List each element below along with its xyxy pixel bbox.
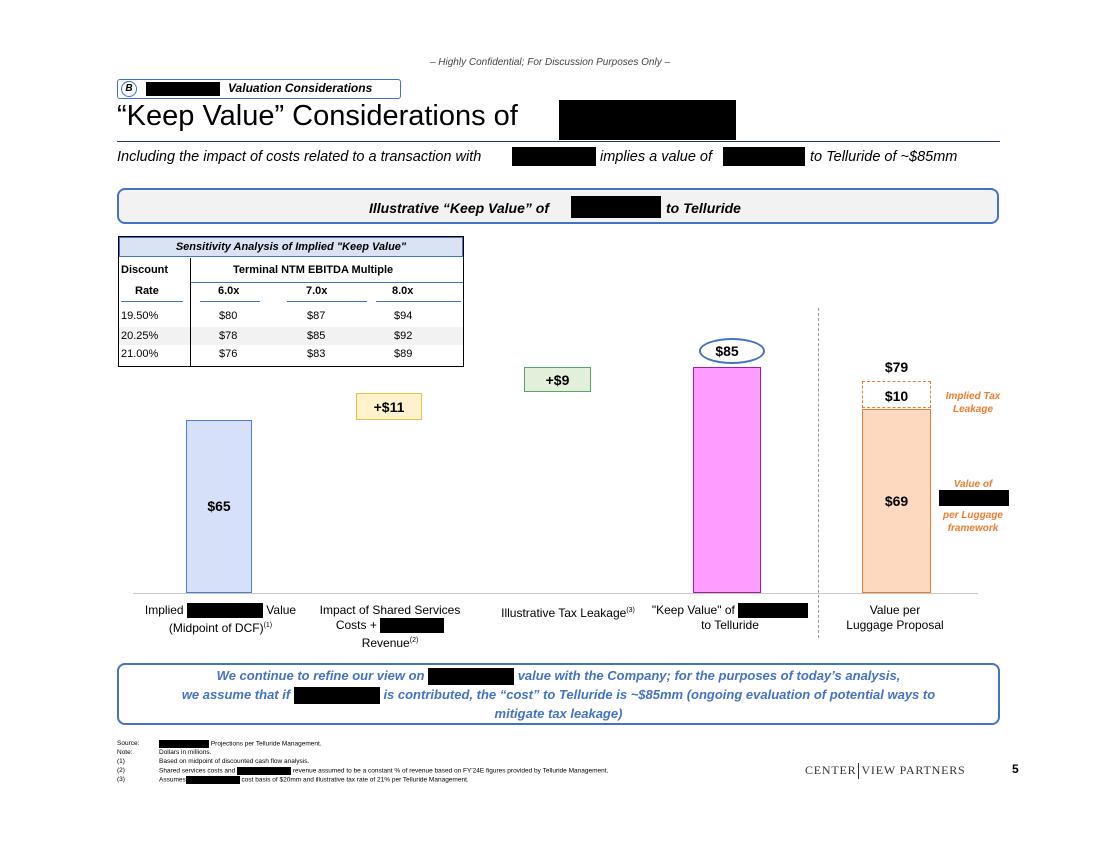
section-label: Valuation Considerations [228, 81, 373, 95]
footnote [117, 776, 797, 785]
redaction-box [723, 147, 805, 166]
logo-text: CENTER [805, 763, 857, 777]
callout-text: we assume that if [181, 687, 291, 702]
table-cell: $89 [394, 348, 413, 360]
footnote [117, 740, 797, 749]
redaction-box [428, 668, 514, 685]
table-divider [191, 282, 463, 283]
column-group-header: Terminal NTM EBITDA Multiple [233, 264, 394, 276]
x-label-text: to Telluride [701, 618, 759, 633]
footnote [117, 767, 797, 776]
footnote-key: (2) [117, 766, 125, 774]
redaction-box [186, 776, 240, 784]
redaction-box [187, 603, 263, 618]
x-label-keep-value [640, 603, 820, 633]
redaction-box [159, 740, 209, 748]
label-tax-leakage: +$9 [545, 372, 570, 388]
redaction-box [738, 603, 808, 618]
table-divider [190, 258, 191, 366]
bar-label-luggage-tax: $10 [884, 388, 909, 404]
company-logo [805, 763, 966, 779]
redaction-box [237, 767, 291, 775]
page-title: “Keep Value” Considerations of [117, 100, 518, 132]
footnote-text: Assumes [159, 776, 186, 784]
redaction-box [146, 82, 220, 96]
column-header: 6.0x [218, 285, 240, 297]
x-label-text: Value per [869, 603, 921, 617]
x-label-text: Revenue [361, 636, 410, 651]
column-underline [200, 301, 260, 302]
x-label-shared-services [310, 603, 470, 651]
footnote-text: Dollars in millions. [159, 749, 212, 757]
x-label-implied [138, 603, 303, 636]
column-header: 7.0x [306, 285, 328, 297]
footnote-key: (1) [117, 757, 125, 765]
chart-header-box [117, 188, 999, 224]
bar-keep-value [693, 367, 761, 593]
table-cell: $83 [307, 348, 326, 360]
annotation-value-of: Value of [953, 479, 993, 490]
x-label-text: Costs + [335, 618, 377, 632]
x-label-text: Impact of Shared Services [319, 603, 461, 617]
footnote-text: Shared services costs and [159, 767, 236, 775]
chart-header-part-2: to Telluride [666, 200, 741, 216]
footnote-key: Note: [117, 749, 133, 757]
footnote-ref: (1) [263, 622, 273, 630]
page-number: 5 [1012, 762, 1019, 776]
footnote [117, 749, 797, 758]
sensitivity-table-title: Sensitivity Analysis of Implied "Keep Value" [119, 237, 463, 257]
table-cell: $76 [219, 348, 238, 360]
row-header-label: Rate [135, 285, 159, 297]
logo-divider [858, 763, 859, 779]
x-label-text: Illustrative Tax Leakage [501, 606, 627, 620]
table-cell-rate: 21.00% [121, 348, 159, 360]
callout-text: value with the Company; for the purposes of today’s analysis, [517, 668, 901, 683]
footnote [117, 758, 797, 767]
redaction-box [294, 687, 380, 704]
table-cell: $87 [307, 310, 326, 322]
footnote-ref: (3) [626, 607, 635, 614]
footnotes [117, 740, 797, 785]
x-label-text: "Keep Value" of [651, 603, 735, 617]
bar-label-luggage-value: $69 [884, 493, 909, 509]
annotation-implied-tax: Implied Tax Leakage [945, 391, 1001, 415]
footnote-ref: (2) [409, 637, 419, 645]
column-underline [121, 301, 183, 302]
confidentiality-note: – Highly Confidential; For Discussion Purposes Only – [429, 57, 671, 68]
redaction-box [512, 147, 596, 166]
footnote-key: Source: [117, 740, 140, 747]
redaction-box [939, 490, 1009, 506]
x-label-tax-leakage [488, 603, 648, 621]
footnote-text: Based on midpoint of discounted cash flow analysis. [159, 757, 310, 765]
column-header: 8.0x [392, 285, 414, 297]
footnote-text: revenue assumed to be a constant % of revenue based on FY'24E figures provided by Telluride Management. [292, 767, 609, 775]
subtitle-part-3: to Telluride of ~$85mm [810, 149, 958, 165]
table-cell-rate: 19.50% [121, 310, 159, 322]
label-shared-services: +$11 [373, 399, 405, 415]
redaction-box [559, 100, 736, 140]
chart-separator [818, 308, 819, 638]
table-cell-rate: 20.25% [121, 330, 159, 342]
table-cell: $92 [394, 330, 413, 342]
table-cell: $85 [307, 330, 326, 342]
x-label-text: Value [266, 603, 297, 617]
table-cell: $80 [219, 310, 238, 322]
row-header-label: Discount [121, 264, 169, 276]
chart-header-part-1: Illustrative “Keep Value” of [369, 200, 549, 216]
redaction-box [571, 196, 661, 218]
callout-text: is contributed, the “cost” to Telluride is ~$85mm (ongoing evaluation of potential ways to [383, 687, 936, 702]
footnote-key: (3) [117, 775, 125, 783]
chart-baseline [133, 593, 978, 594]
bar-label-implied-value: $65 [207, 498, 231, 514]
x-label-luggage [830, 603, 960, 633]
subtitle-part-2: implies a value of [600, 149, 713, 165]
title-divider [117, 141, 1000, 142]
footnote-text: Projections per Telluride Management. [210, 740, 322, 748]
footnote-text: cost basis of $20mm and illustrative tax rate of 21% per Telluride Management. [241, 776, 469, 784]
callout-line-3: mitigate tax leakage) [494, 706, 623, 721]
table-cell: $78 [219, 330, 238, 342]
column-underline [287, 301, 367, 302]
x-label-text: Implied [144, 603, 184, 617]
redaction-box [380, 618, 444, 633]
logo-text: VIEW PARTNERS [861, 763, 966, 777]
callout-line-2 [117, 687, 1000, 704]
callout-line-1 [117, 668, 1000, 685]
x-label-text: Luggage Proposal [846, 618, 944, 632]
callout-text: We continue to refine our view on [216, 668, 425, 683]
bar-label-luggage-total: $79 [884, 359, 909, 375]
column-underline [376, 301, 461, 302]
table-cell: $94 [394, 310, 413, 322]
annotation-per-luggage: per Luggage framework [942, 510, 1003, 534]
subtitle-part-1: Including the impact of costs related to a transaction with [117, 149, 482, 165]
section-letter-badge: B [121, 81, 137, 97]
bar-label-keep-value: $85 [715, 343, 739, 359]
x-label-text: (Midpoint of DCF) [168, 621, 264, 636]
